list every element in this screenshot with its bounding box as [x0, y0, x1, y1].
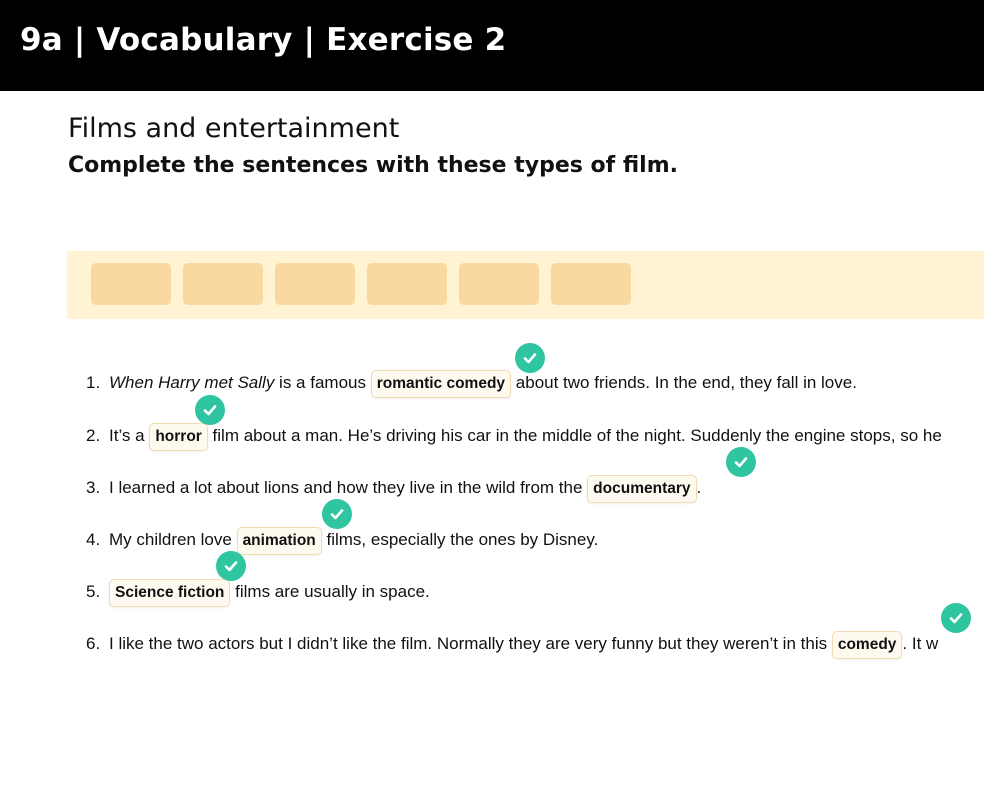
sentence-4: [86, 525, 984, 555]
sentence-number: 2.: [86, 426, 101, 445]
sentence-text: film about a man. He’s driving his car in the middle of the night. Suddenly the engine stops, so he: [207, 426, 942, 445]
sentence-number: 1.: [86, 373, 101, 392]
word-bank-slot[interactable]: [551, 263, 631, 305]
word-bank-slot[interactable]: [183, 263, 263, 305]
film-title: When Harry met Sally: [109, 373, 275, 392]
sentence-number: 3.: [86, 478, 101, 497]
sentence-text: . It w: [902, 634, 939, 653]
correct-check-icon: [322, 499, 352, 529]
word-bank-slot[interactable]: [275, 263, 355, 305]
word-bank: [67, 251, 984, 319]
page-title: 9a | Vocabulary | Exercise 2: [20, 22, 507, 58]
sentence-2: [86, 421, 984, 451]
sentence-number: 5.: [86, 582, 101, 601]
sentence-text: I like the two actors but I didn’t like the film. Normally they are very funny but they weren’t in this: [109, 634, 832, 653]
answer-gap[interactable]: animation: [237, 527, 322, 555]
sentence-1: [86, 368, 984, 398]
section-title: Films and entertainment: [68, 113, 400, 144]
sentence-text: My children love: [109, 530, 237, 549]
sentence-5: [86, 577, 984, 607]
sentence-text: I learned a lot about lions and how they live in the wild from the: [109, 478, 588, 497]
correct-check-icon: [195, 395, 225, 425]
sentence-text: It’s a: [109, 426, 150, 445]
sentence-3: [86, 473, 984, 503]
sentence-6: [86, 629, 984, 659]
header-bar: [0, 0, 984, 91]
word-bank-slot[interactable]: [459, 263, 539, 305]
correct-check-icon: [941, 603, 971, 633]
sentence-number: 6.: [86, 634, 101, 653]
sentence-text: about two friends. In the end, they fall in love.: [511, 373, 857, 392]
sentence-number: 4.: [86, 530, 101, 549]
correct-check-icon: [216, 551, 246, 581]
answer-gap[interactable]: Science fiction: [109, 579, 230, 607]
answer-gap[interactable]: comedy: [832, 631, 903, 659]
sentence-text: films are usually in space.: [230, 582, 430, 601]
answer-gap[interactable]: romantic comedy: [371, 370, 511, 398]
correct-check-icon: [726, 447, 756, 477]
correct-check-icon: [515, 343, 545, 373]
word-bank-slot[interactable]: [367, 263, 447, 305]
word-bank-slot[interactable]: [91, 263, 171, 305]
answer-gap[interactable]: documentary: [587, 475, 696, 503]
answer-gap[interactable]: horror: [149, 423, 208, 451]
instructions: Complete the sentences with these types of film.: [68, 153, 678, 178]
sentence-text: films, especially the ones by Disney.: [321, 530, 599, 549]
sentence-text: .: [696, 478, 702, 497]
sentence-text: is a famous: [274, 373, 371, 392]
